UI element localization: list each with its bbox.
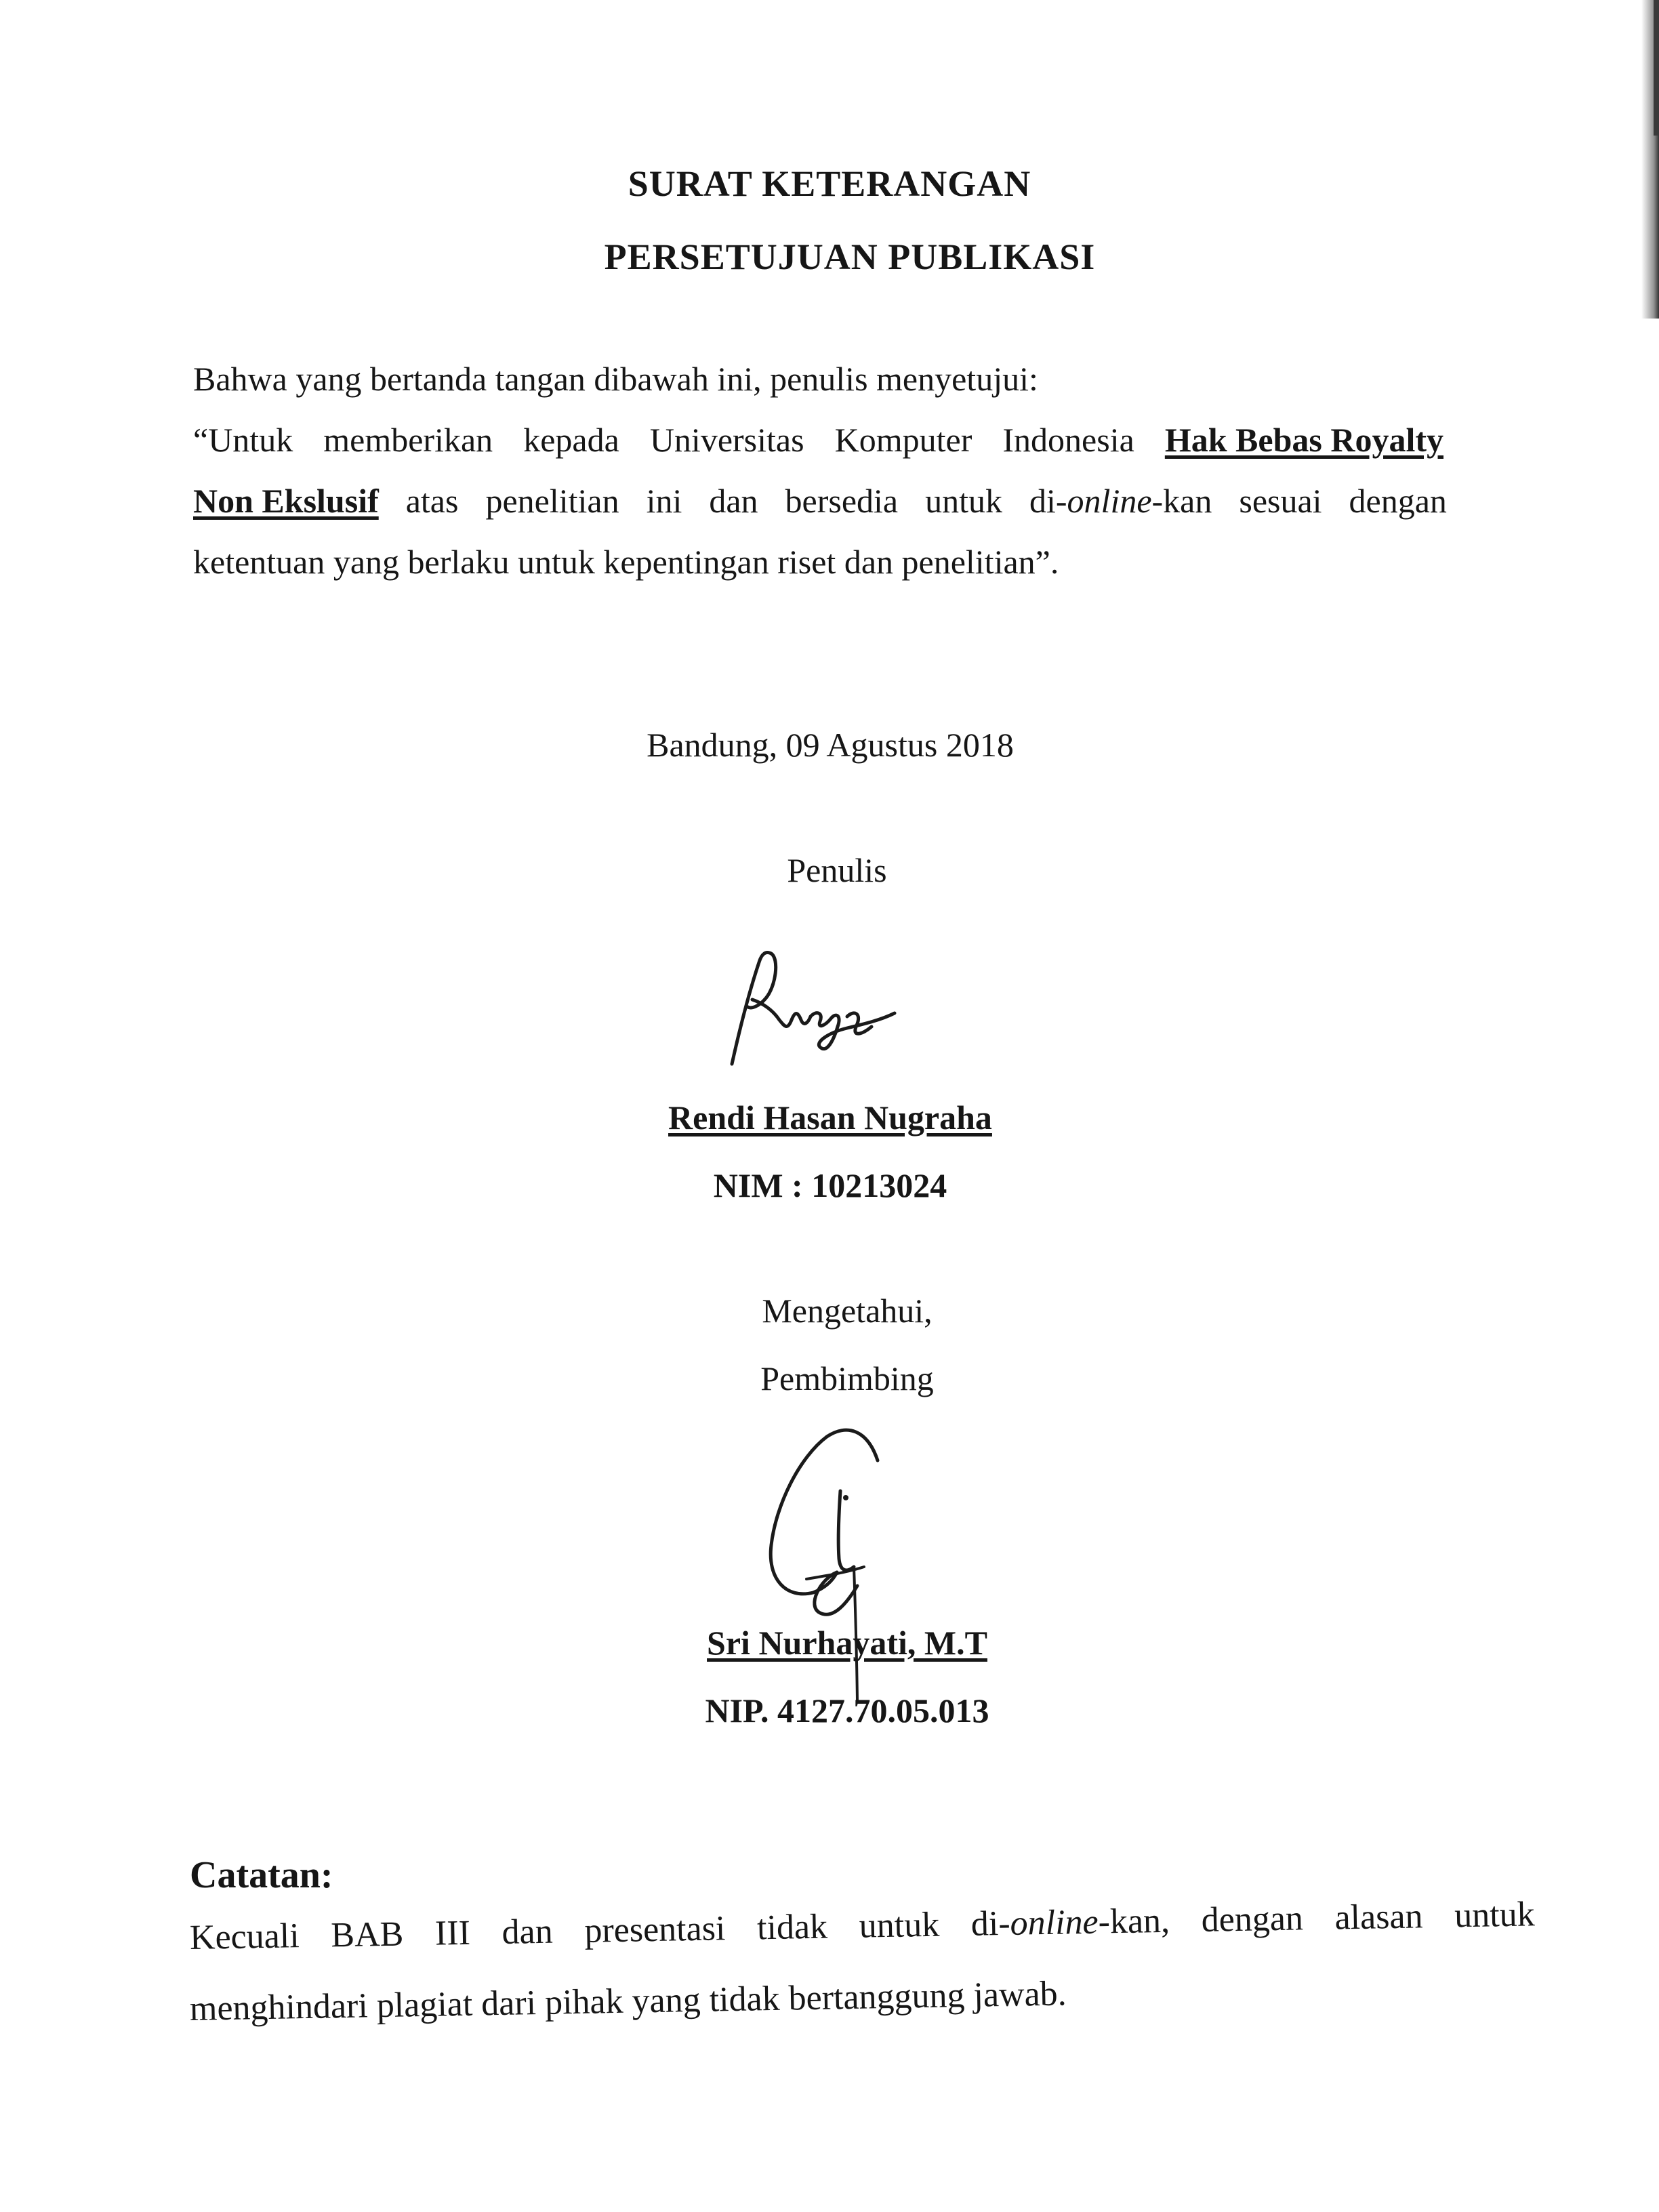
non-eksklusif-text: Non Ekslusif [193,482,379,520]
supervisor-nip: NIP. 4127.70.05.013 [705,1692,989,1729]
supervisor-name: Sri Nurhayati, M.T [707,1624,987,1662]
note-word: alasan [1334,1897,1423,1938]
author-role: Penulis [787,851,887,889]
online-italic: online [1067,482,1152,520]
statement-word: atas [405,482,459,520]
online-prefix: di- [970,1904,1011,1944]
statement-line1 [193,420,1443,459]
statement-word-online [1029,481,1212,520]
document-title-line1: SURAT KETERANGAN [628,163,1031,204]
document-title-line2: PERSETUJUAN PUBLIKASI [604,237,1096,277]
note-line1 [189,1894,1535,1958]
statement-word: Universitas [649,421,804,459]
statement-line3: ketentuan yang berlaku untuk kepentingan riset dan penelitian”. [193,543,1059,581]
note-line2: menghindari plagiat dari pihak yang tidak bertanggung jawab. [189,1974,1067,2028]
hak-bebas-royalty-text: Hak Bebas Royalty [1164,421,1443,459]
note-word: tidak [756,1907,828,1948]
statement-word: bersedia [785,482,899,520]
statement-word: penelitian [485,482,619,520]
supervisor-signature-icon [745,1410,901,1708]
note-word: Kecuali [189,1917,300,1957]
supervisor-role: Pembimbing [760,1359,934,1397]
statement-word: Komputer [834,421,972,459]
statement-word: kepada [523,421,619,459]
statement-word: Indonesia [1002,421,1134,459]
online-suffix: -kan, [1098,1901,1170,1942]
statement-word: untuk [925,482,1003,520]
online-prefix: di- [1029,482,1067,520]
statement-word: sesuai [1239,482,1322,520]
note-heading: Catatan: [190,1854,333,1896]
place-date: Bandung, 09 Agustus 2018 [647,726,1014,764]
statement-word: dengan [1349,482,1447,520]
note-word-online [970,1901,1170,1944]
statement-word: memberikan [323,421,493,459]
statement-word: “Untuk [193,421,293,459]
note-word: presentasi [583,1909,726,1950]
note-word: untuk [859,1905,940,1946]
note-word: III [434,1913,471,1953]
note-word: untuk [1454,1895,1536,1936]
statement-word: dan [709,482,758,520]
author-name: Rendi Hasan Nugraha [668,1099,992,1136]
online-italic: online [1010,1902,1099,1943]
note-word: BAB [330,1914,404,1955]
statement-word: ini [646,482,682,520]
note-word: dan [501,1912,554,1952]
intro-text: Bahwa yang bertanda tangan dibawah ini, penulis menyetujui: [193,360,1038,398]
author-nim: NIM : 10213024 [713,1166,947,1204]
statement-line2 [193,481,1447,520]
page-edge-dark [1654,0,1659,136]
author-signature-icon [712,945,908,1074]
note-word: dengan [1201,1899,1304,1940]
online-suffix: -kan [1151,482,1212,520]
acknowledge-text: Mengetahui, [762,1292,933,1330]
